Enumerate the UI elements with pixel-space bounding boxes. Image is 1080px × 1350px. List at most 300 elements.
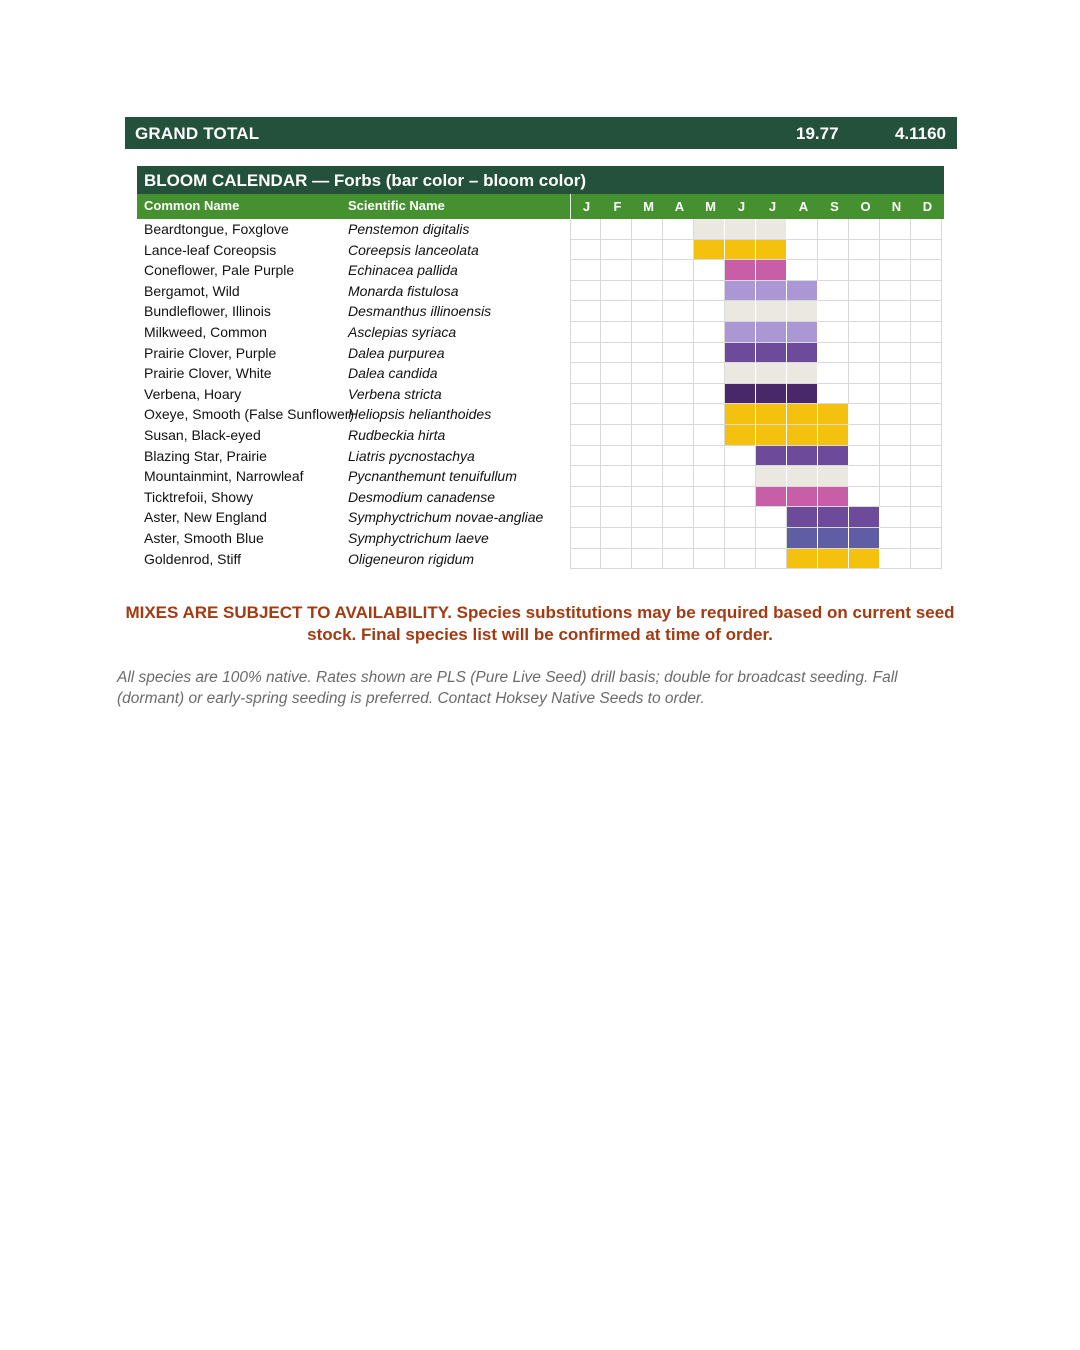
- bloom-cell: [911, 281, 942, 302]
- common-name-header: Common Name: [144, 198, 240, 213]
- scientific-name: Symphyctrichum laeve: [348, 529, 489, 546]
- month-header: M: [705, 199, 716, 214]
- bloom-cell-active: [818, 487, 849, 508]
- bloom-cell: [725, 466, 756, 487]
- bloom-cell: [663, 549, 694, 570]
- species-row: [137, 281, 944, 302]
- bloom-cell: [663, 466, 694, 487]
- bloom-cell: [880, 549, 911, 570]
- bloom-cell: [911, 466, 942, 487]
- bloom-cell-active: [725, 322, 756, 343]
- bloom-cell: [570, 281, 601, 302]
- bloom-cell: [694, 281, 725, 302]
- bloom-cell: [880, 240, 911, 261]
- common-name: Blazing Star, Prairie: [144, 447, 267, 464]
- bloom-cell: [911, 487, 942, 508]
- bloom-cell: [601, 260, 632, 281]
- bloom-cell: [849, 487, 880, 508]
- bloom-cell: [818, 322, 849, 343]
- month-header: A: [674, 199, 685, 214]
- bloom-cell: [694, 466, 725, 487]
- seeding-footnote-line-2: (dormant) or early-spring seeding is preferred. Contact Hoksey Native Seeds to order.: [117, 690, 705, 707]
- bloom-cell: [911, 301, 942, 322]
- bloom-cell: [880, 260, 911, 281]
- bloom-cell: [694, 425, 725, 446]
- bloom-cells: [570, 363, 942, 384]
- bloom-cell: [601, 281, 632, 302]
- species-row: [137, 343, 944, 364]
- bloom-cell: [601, 425, 632, 446]
- bloom-cell: [694, 384, 725, 405]
- bloom-cell: [694, 507, 725, 528]
- bloom-cell: [601, 322, 632, 343]
- bloom-cell-active: [849, 549, 880, 570]
- bloom-cell: [849, 322, 880, 343]
- bloom-cell: [880, 301, 911, 322]
- bloom-cell-active: [818, 425, 849, 446]
- bloom-cell: [632, 260, 663, 281]
- bloom-cells: [570, 528, 942, 549]
- bloom-cell: [632, 281, 663, 302]
- bloom-cell-active: [849, 528, 880, 549]
- bloom-cell: [632, 322, 663, 343]
- month-header: F: [613, 199, 622, 214]
- bloom-cell-active: [756, 466, 787, 487]
- bloom-cell: [663, 528, 694, 549]
- bloom-cell: [880, 425, 911, 446]
- bloom-cell: [756, 507, 787, 528]
- bloom-cell: [849, 260, 880, 281]
- common-name: Verbena, Hoary: [144, 385, 242, 402]
- bloom-cell: [725, 507, 756, 528]
- bloom-cell-active: [756, 240, 787, 261]
- scientific-name: Penstemon digitalis: [348, 221, 470, 237]
- bloom-cell: [911, 507, 942, 528]
- bloom-cell: [663, 281, 694, 302]
- seeding-footnote-line-1: All species are 100% native. Rates shown are PLS (Pure Live Seed) drill basis; double for broadcast seeding. Fall: [117, 669, 898, 686]
- scientific-name: Dalea candida: [348, 365, 438, 382]
- common-name: Goldenrod, Stiff: [144, 550, 242, 567]
- bloom-cell: [570, 487, 601, 508]
- month-header: A: [798, 199, 809, 214]
- bloom-cell: [849, 240, 880, 261]
- bloom-cell: [849, 343, 880, 364]
- species-row: [137, 240, 944, 261]
- bloom-cell: [911, 549, 942, 570]
- bloom-cell: [570, 446, 601, 467]
- bloom-cell: [632, 487, 663, 508]
- bloom-cell: [911, 322, 942, 343]
- bloom-cell: [601, 446, 632, 467]
- month-header: S: [830, 199, 839, 214]
- bloom-cell: [880, 343, 911, 364]
- month-header: M: [643, 199, 654, 214]
- bloom-cell: [725, 549, 756, 570]
- bloom-cell: [818, 219, 849, 240]
- bloom-cell-active: [694, 219, 725, 240]
- bloom-cells: [570, 322, 942, 343]
- bloom-cell: [601, 466, 632, 487]
- grand-total-value-2: 4.1160: [894, 124, 946, 143]
- bloom-cell: [911, 528, 942, 549]
- bloom-cell-active: [818, 446, 849, 467]
- species-row: [137, 322, 944, 343]
- bloom-cell: [911, 219, 942, 240]
- bloom-cell: [694, 363, 725, 384]
- common-name: Prairie Clover, Purple: [144, 344, 277, 361]
- bloom-cell: [849, 281, 880, 302]
- bloom-cell: [880, 219, 911, 240]
- bloom-cell: [849, 363, 880, 384]
- bloom-cell: [818, 343, 849, 364]
- bloom-cell: [601, 404, 632, 425]
- bloom-cell: [663, 487, 694, 508]
- month-header: D: [922, 199, 933, 214]
- bloom-cell: [818, 363, 849, 384]
- species-row: [137, 446, 944, 467]
- bloom-cell: [570, 343, 601, 364]
- bloom-cell: [849, 219, 880, 240]
- scientific-name: Echinacea pallida: [348, 262, 458, 279]
- bloom-cell: [663, 301, 694, 322]
- species-row: [137, 260, 944, 281]
- bloom-cell-active: [787, 446, 818, 467]
- common-name: Mountainmint, Narrowleaf: [144, 468, 304, 485]
- bloom-cell-active: [756, 425, 787, 446]
- bloom-cell: [911, 425, 942, 446]
- bloom-cell-active: [787, 281, 818, 302]
- bloom-cell-active: [725, 260, 756, 281]
- bloom-cell: [663, 384, 694, 405]
- bloom-cell: [663, 446, 694, 467]
- species-row: [137, 301, 944, 322]
- bloom-cell: [911, 343, 942, 364]
- bloom-cell: [694, 528, 725, 549]
- species-row: [137, 487, 944, 508]
- bloom-cells: [570, 507, 942, 528]
- common-name: Ticktrefoii, Showy: [144, 488, 254, 505]
- bloom-cell: [880, 487, 911, 508]
- bloom-cell: [601, 301, 632, 322]
- bloom-cell-active: [787, 528, 818, 549]
- bloom-cell: [818, 384, 849, 405]
- bloom-cells: [570, 404, 942, 425]
- bloom-cell: [632, 466, 663, 487]
- bloom-cells: [570, 466, 942, 487]
- bloom-cell: [818, 260, 849, 281]
- scientific-name: Desmodium canadense: [348, 488, 496, 505]
- common-name: Aster, New England: [144, 509, 267, 526]
- bloom-cell: [849, 446, 880, 467]
- availability-notice: [100, 602, 980, 646]
- bloom-cell: [570, 425, 601, 446]
- scientific-name: Pycnanthemunt tenuifullum: [348, 468, 517, 485]
- scientific-name: Rudbeckia hirta: [348, 426, 446, 443]
- scientific-name: Verbena stricta: [348, 385, 442, 402]
- availability-notice-line-1: MIXES ARE SUBJECT TO AVAILABILITY. Species substitutions may be required based on current seed: [125, 603, 955, 622]
- bloom-cell: [787, 260, 818, 281]
- bloom-cell: [880, 446, 911, 467]
- bloom-cell: [601, 240, 632, 261]
- bloom-cell: [725, 528, 756, 549]
- bloom-cell-active: [756, 322, 787, 343]
- bloom-cells: [570, 240, 942, 261]
- common-name: Aster, Smooth Blue: [144, 529, 264, 546]
- common-name: Bergamot, Wild: [144, 282, 240, 299]
- scientific-name: Oligeneuron rigidum: [348, 550, 475, 567]
- bloom-cell: [694, 446, 725, 467]
- bloom-cell: [632, 384, 663, 405]
- bloom-cell-active: [787, 466, 818, 487]
- bloom-cell: [818, 301, 849, 322]
- bloom-cell-active: [725, 301, 756, 322]
- species-row: [137, 363, 944, 384]
- bloom-cells: [570, 343, 942, 364]
- bloom-cell: [632, 363, 663, 384]
- bloom-cell: [632, 404, 663, 425]
- bloom-cells: [570, 281, 942, 302]
- common-name: Susan, Black-eyed: [144, 426, 261, 443]
- bloom-cell: [570, 363, 601, 384]
- common-name: Prairie Clover, White: [144, 365, 272, 382]
- month-header: J: [737, 199, 746, 214]
- bloom-cell-active: [818, 404, 849, 425]
- bloom-cell-active: [756, 446, 787, 467]
- bloom-cell: [849, 301, 880, 322]
- bloom-cell: [694, 549, 725, 570]
- bloom-cell: [663, 240, 694, 261]
- common-name: Lance-leaf Coreopsis: [144, 241, 277, 258]
- bloom-cell-active: [694, 240, 725, 261]
- species-row: [137, 507, 944, 528]
- bloom-cell: [911, 404, 942, 425]
- bloom-cell: [632, 446, 663, 467]
- bloom-cell-active: [787, 507, 818, 528]
- bloom-cell-active: [725, 240, 756, 261]
- bloom-cells: [570, 446, 942, 467]
- bloom-cell-active: [725, 384, 756, 405]
- bloom-cell: [632, 507, 663, 528]
- species-row: [137, 404, 944, 425]
- scientific-name: Dalea purpurea: [348, 344, 445, 361]
- bloom-cell-active: [818, 466, 849, 487]
- bloom-cell: [911, 260, 942, 281]
- bloom-calendar: [137, 166, 944, 569]
- bloom-cell: [570, 549, 601, 570]
- bloom-cell: [911, 446, 942, 467]
- bloom-cell-active: [756, 384, 787, 405]
- species-row: [137, 528, 944, 549]
- bloom-cell: [694, 301, 725, 322]
- grand-total-bar: [125, 117, 957, 149]
- bloom-cell-active: [756, 363, 787, 384]
- bloom-cell-active: [725, 281, 756, 302]
- bloom-cell: [756, 549, 787, 570]
- bloom-cell-active: [725, 425, 756, 446]
- bloom-cell: [694, 487, 725, 508]
- bloom-cell: [601, 219, 632, 240]
- species-row: [137, 466, 944, 487]
- bloom-cell-active: [725, 343, 756, 364]
- bloom-cell: [725, 446, 756, 467]
- bloom-cell-active: [787, 487, 818, 508]
- bloom-calendar-header: [137, 194, 944, 219]
- bloom-cell-active: [787, 322, 818, 343]
- bloom-cell-active: [756, 281, 787, 302]
- bloom-cell: [880, 363, 911, 384]
- bloom-cell: [663, 322, 694, 343]
- bloom-cell: [880, 466, 911, 487]
- bloom-cell: [880, 507, 911, 528]
- species-rows: [137, 219, 944, 569]
- bloom-cell-active: [756, 404, 787, 425]
- bloom-cells: [570, 549, 942, 570]
- bloom-cell: [787, 240, 818, 261]
- grand-total-label: GRAND TOTAL: [135, 124, 260, 143]
- bloom-cell: [570, 528, 601, 549]
- bloom-cell: [911, 363, 942, 384]
- bloom-cell-active: [787, 343, 818, 364]
- month-header: J: [582, 199, 591, 214]
- species-row: [137, 425, 944, 446]
- bloom-cell: [911, 384, 942, 405]
- bloom-cell: [570, 240, 601, 261]
- bloom-cell: [601, 549, 632, 570]
- species-row: [137, 384, 944, 405]
- common-name: Beardtongue, Foxglove: [144, 221, 289, 237]
- bloom-cell-active: [756, 301, 787, 322]
- bloom-cell: [818, 240, 849, 261]
- seeding-footnote: [117, 667, 937, 709]
- bloom-cell: [632, 343, 663, 364]
- bloom-cell-active: [756, 260, 787, 281]
- bloom-cell: [632, 301, 663, 322]
- bloom-cell: [570, 260, 601, 281]
- bloom-cell: [694, 322, 725, 343]
- bloom-cell: [880, 404, 911, 425]
- bloom-cells: [570, 384, 942, 405]
- bloom-cell: [632, 219, 663, 240]
- bloom-cell: [632, 549, 663, 570]
- bloom-cell: [663, 507, 694, 528]
- bloom-cell: [632, 240, 663, 261]
- bloom-cell-active: [756, 343, 787, 364]
- scientific-name: Asclepias syriaca: [348, 323, 457, 340]
- bloom-cell: [880, 322, 911, 343]
- bloom-cell-active: [787, 404, 818, 425]
- month-headers: [570, 194, 943, 219]
- bloom-cell-active: [787, 363, 818, 384]
- scientific-name-header: Scientific Name: [348, 198, 445, 213]
- species-row: [137, 549, 944, 570]
- bloom-cell-active: [756, 487, 787, 508]
- bloom-cell-active: [818, 528, 849, 549]
- bloom-cell: [849, 425, 880, 446]
- bloom-cells: [570, 487, 942, 508]
- bloom-cell-active: [849, 507, 880, 528]
- bloom-cell: [849, 466, 880, 487]
- bloom-cell: [663, 425, 694, 446]
- bloom-cell: [570, 507, 601, 528]
- bloom-cell: [694, 260, 725, 281]
- bloom-cell: [570, 404, 601, 425]
- bloom-calendar-title: BLOOM CALENDAR — Forbs (bar color – bloom color): [137, 166, 944, 194]
- bloom-cell-active: [787, 549, 818, 570]
- scientific-name: Desmanthus illinoensis: [348, 303, 492, 320]
- bloom-cell: [911, 240, 942, 261]
- availability-notice-line-2: stock. Final species list will be confirmed at time of order.: [307, 625, 773, 644]
- bloom-cell: [880, 384, 911, 405]
- bloom-cell: [663, 363, 694, 384]
- scientific-name: Monarda fistulosa: [348, 282, 459, 299]
- bloom-cell: [632, 425, 663, 446]
- bloom-cell: [570, 384, 601, 405]
- month-header: J: [768, 199, 777, 214]
- bloom-cells: [570, 260, 942, 281]
- bloom-cell-active: [725, 363, 756, 384]
- bloom-cell: [601, 343, 632, 364]
- scientific-name: Symphyctrichum novae-angliae: [348, 509, 544, 526]
- bloom-cell: [663, 260, 694, 281]
- bloom-cell: [880, 281, 911, 302]
- bloom-cell: [663, 219, 694, 240]
- scientific-name: Heliopsis helianthoides: [348, 406, 492, 423]
- bloom-cell-active: [787, 425, 818, 446]
- bloom-cell: [632, 528, 663, 549]
- bloom-cell: [787, 219, 818, 240]
- bloom-cells: [570, 219, 942, 240]
- bloom-cell-active: [787, 301, 818, 322]
- bloom-cell: [663, 404, 694, 425]
- bloom-cell: [570, 219, 601, 240]
- bloom-cell-active: [818, 549, 849, 570]
- month-header: O: [860, 199, 871, 214]
- bloom-cell: [849, 404, 880, 425]
- bloom-cell: [601, 507, 632, 528]
- bloom-cell: [601, 528, 632, 549]
- bloom-cell: [725, 487, 756, 508]
- common-name: Oxeye, Smooth (False Sunflower): [144, 406, 355, 423]
- bloom-cells: [570, 425, 942, 446]
- bloom-cell-active: [725, 219, 756, 240]
- month-header: N: [891, 199, 902, 214]
- bloom-cell: [663, 343, 694, 364]
- common-name: Coneflower, Pale Purple: [144, 262, 295, 279]
- bloom-cell: [570, 301, 601, 322]
- bloom-cells: [570, 301, 942, 322]
- bloom-cell: [601, 363, 632, 384]
- bloom-cell: [570, 322, 601, 343]
- bloom-cell: [756, 528, 787, 549]
- species-row: [137, 219, 944, 240]
- common-name: Bundleflower, Illinois: [144, 303, 271, 320]
- bloom-cell: [601, 487, 632, 508]
- bloom-cell: [818, 281, 849, 302]
- bloom-cell-active: [756, 219, 787, 240]
- bloom-cell: [694, 343, 725, 364]
- bloom-cell: [570, 466, 601, 487]
- scientific-name: Coreepsis lanceolata: [348, 241, 479, 258]
- bloom-cell: [849, 384, 880, 405]
- bloom-cell: [880, 528, 911, 549]
- bloom-cell-active: [725, 404, 756, 425]
- grand-total-value-1: 19.77: [796, 124, 839, 143]
- bloom-cell: [694, 404, 725, 425]
- bloom-cell: [601, 384, 632, 405]
- bloom-cell-active: [818, 507, 849, 528]
- common-name: Milkweed, Common: [144, 323, 267, 340]
- scientific-name: Liatris pycnostachya: [348, 447, 475, 464]
